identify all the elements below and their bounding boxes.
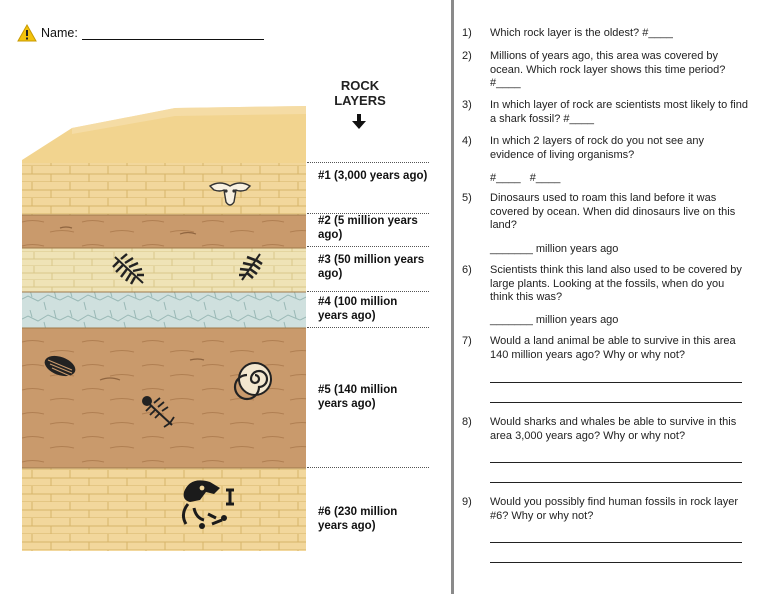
layer-boundary-line [307, 467, 429, 468]
layer-boundary-line [307, 291, 429, 292]
layer-2-label: #2 (5 million years ago) [318, 215, 418, 241]
layer-4-label: #4 (100 million years ago) [318, 296, 398, 322]
layer-6-label: #6 (230 million years ago) [318, 506, 398, 532]
question-number: 8) [462, 416, 472, 428]
rock-strata-diagram [20, 70, 310, 555]
answer-line[interactable] [490, 382, 742, 383]
answer-line[interactable] [490, 562, 742, 563]
question-text: Dinosaurs used to roam this land before it was covered by ocean. When did dinosaurs live on this land? [490, 192, 736, 231]
question-text: Would you possibly find human fossils in rock layer #6? Why or why not? [490, 496, 739, 522]
question-text: Would a land animal be able to survive in this area 140 million years ago? Why or why not? [490, 335, 736, 361]
name-label: Name: [41, 26, 78, 40]
question-number: 6) [462, 264, 472, 276]
page-divider [451, 0, 454, 594]
question-number: 2) [462, 50, 472, 62]
question-number: 9) [462, 496, 472, 508]
answer-line[interactable] [490, 462, 742, 463]
answer-line[interactable] [490, 482, 742, 483]
name-row [17, 24, 264, 42]
answer-line[interactable] [490, 542, 742, 543]
question-number: 1) [462, 27, 472, 39]
layer-boundary-line [307, 162, 429, 163]
question-number: 7) [462, 335, 472, 347]
name-field[interactable] [82, 27, 264, 40]
layer-boundary-line [307, 327, 429, 328]
layer-boundary-line [307, 246, 429, 247]
question-text: In which 2 layers of rock do you not see any evidence of living organisms? [490, 135, 705, 161]
question-text: Which rock layer is the oldest? #____ [490, 27, 673, 39]
down-arrow-icon [352, 114, 366, 130]
question-number: 5) [462, 192, 472, 204]
question-number: 4) [462, 135, 472, 147]
layer-3-label: #3 (50 million years ago) [318, 254, 425, 280]
layer-1-label: #1 (3,000 years ago) [318, 170, 428, 182]
rock-layers-title: ROCK LAYERS [334, 78, 386, 108]
question-text: Millions of years ago, this area was covered by ocean. Which rock layer shows this time period? #____ [490, 50, 726, 89]
answer-blank[interactable]: #____ #____ [490, 172, 561, 184]
question-text: Scientists think this land also used to be covered by large plants. Looking at the fossils, when do you think this was? [490, 264, 742, 303]
question-number: 3) [462, 99, 472, 111]
layer-5-label: #5 (140 million years ago) [318, 384, 398, 410]
answer-line[interactable] [490, 402, 742, 403]
warning-icon [17, 24, 37, 42]
answer-blank[interactable]: _______ million years ago [490, 314, 619, 326]
answer-blank[interactable]: _______ million years ago [490, 243, 619, 255]
question-text: Would sharks and whales be able to survive in this area 3,000 years ago? Why or why not? [490, 416, 737, 442]
question-text: In which layer of rock are scientists most likely to find a shark fossil? #____ [490, 99, 748, 125]
